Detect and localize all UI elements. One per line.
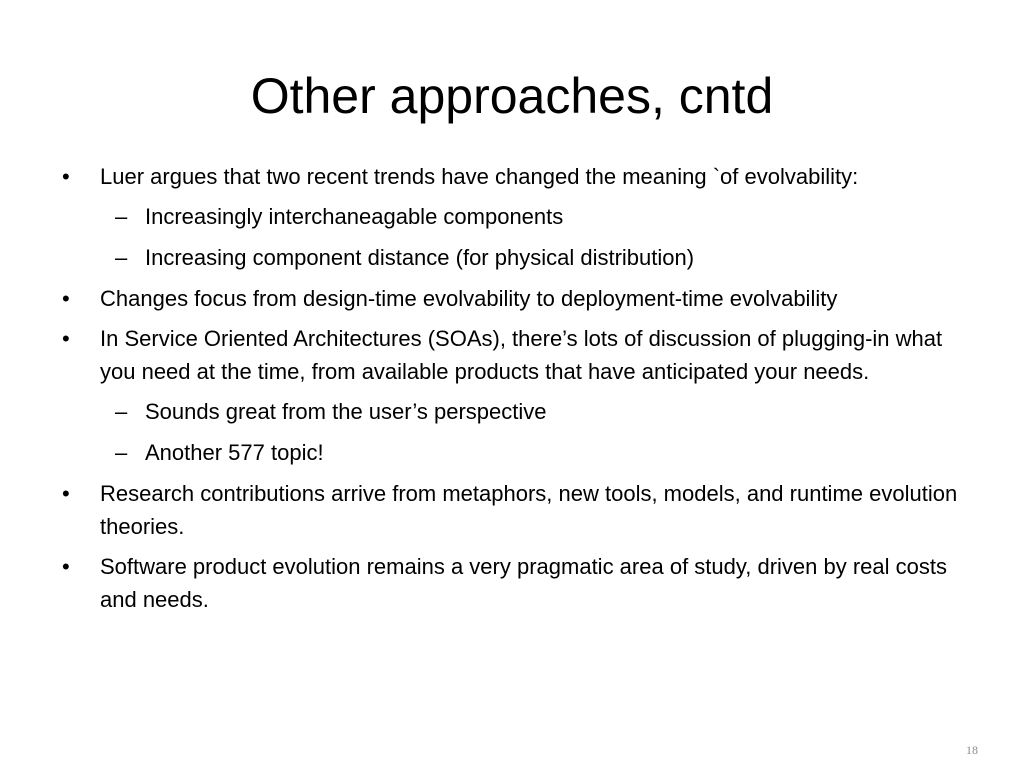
bullet-item <box>60 477 980 543</box>
sub-bullet-text: Increasingly interchaneagable components <box>145 204 564 229</box>
bullet-list <box>60 160 980 623</box>
slide-title: Other approaches, cntd <box>250 68 774 124</box>
bullet-text: Changes focus from design-time evolvability to deployment-time evolvability <box>100 286 838 311</box>
sub-bullet-marker: – <box>115 245 128 270</box>
bullet-marker: • <box>62 164 70 189</box>
sub-bullet-item <box>60 395 980 428</box>
bullet-marker: • <box>62 286 70 311</box>
bullet-item <box>60 282 980 315</box>
sub-bullet-marker: – <box>115 204 128 229</box>
sub-bullet-text: Increasing component distance (for physical distribution) <box>145 245 695 270</box>
sub-bullet-marker: – <box>115 399 128 424</box>
bullet-item <box>60 160 980 193</box>
sub-bullet-marker: – <box>115 440 128 465</box>
bullet-item <box>60 322 980 388</box>
sub-bullet-item <box>60 241 980 274</box>
sub-bullet-text: Sounds great from the user’s perspective <box>145 399 547 424</box>
page-number: 18 <box>966 743 978 757</box>
bullet-marker: • <box>62 481 70 506</box>
bullet-item <box>60 550 980 616</box>
bullet-text: In Service Oriented Architectures (SOAs), there’s lots of discussion of plugging-in what you need at the time, from available products that have anticipated your needs. <box>100 326 943 384</box>
bullet-marker: • <box>62 326 70 351</box>
bullet-text: Luer argues that two recent trends have changed the meaning `of evolvability: <box>100 164 859 189</box>
bullet-text: Software product evolution remains a very pragmatic area of study, driven by real costs and needs. <box>100 554 947 612</box>
bullet-marker: • <box>62 554 70 579</box>
sub-bullet-item <box>60 436 980 469</box>
sub-bullet-text: Another 577 topic! <box>145 440 324 465</box>
sub-bullet-item <box>60 200 980 233</box>
bullet-text: Research contributions arrive from metaphors, new tools, models, and runtime evolution theories. <box>100 481 958 539</box>
